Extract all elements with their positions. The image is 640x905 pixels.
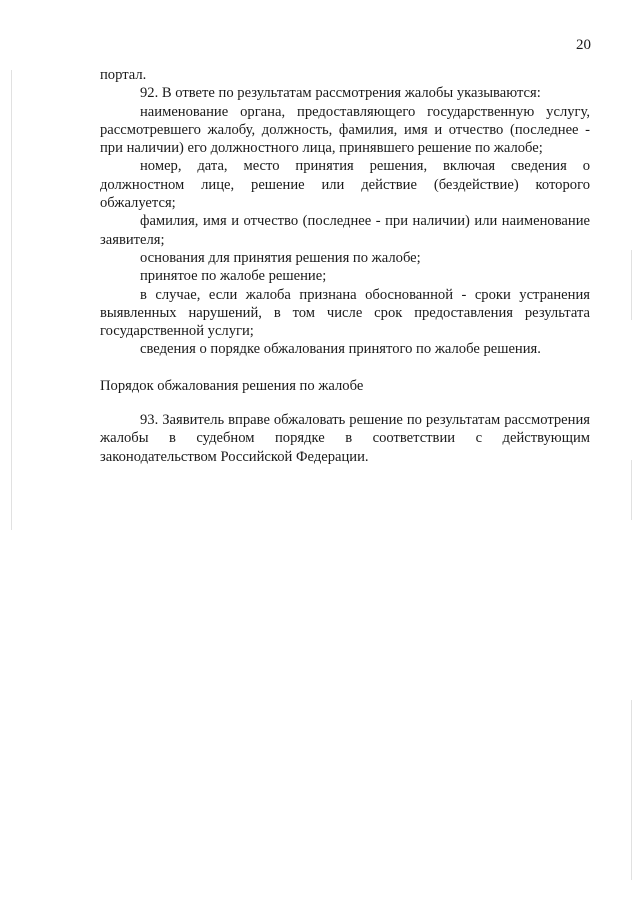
paragraph-93: 93. Заявитель вправе обжаловать решение по результатам рассмотрения жалобы в судебном порядке в соответствии с действующим законодательством Российской Федерации.	[100, 412, 590, 465]
list-item-decision: принятое по жалобе решение;	[140, 268, 327, 285]
list-item-grounds: основания для принятия решения по жалобе;	[140, 249, 421, 266]
scan-artifact-right	[631, 460, 632, 520]
scan-artifact-right	[631, 700, 632, 880]
document-body	[100, 66, 590, 466]
list-item-applicant: фамилия, имя и отчество (последнее - при наличии) или наименование заявителя;	[100, 213, 590, 248]
scan-artifact-left	[11, 70, 12, 530]
list-item-remedy-terms: в случае, если жалоба признана обоснованной - сроки устранения выявленных нарушений, в том числе срок предоставления результата государственной услуги;	[100, 286, 590, 340]
list-item-appeal-info: сведения о порядке обжалования принятого по жалобе решения.	[140, 341, 541, 358]
paragraph-92-intro: 92. В ответе по результатам рассмотрения жалобы указываются:	[140, 85, 541, 102]
list-item-decision-details: номер, дата, место принятия решения, включая сведения о должностном лице, решение или действие (бездействие) которого обжалуется;	[100, 158, 590, 212]
list-item-organ: наименование органа, предоставляющего государственную услугу, рассмотревшего жалобу, должность, фамилия, имя и отчество (последнее - при наличии) его должностного лица, принявшего решение по жалобе;	[100, 103, 590, 157]
page-number: 20	[576, 37, 591, 53]
scan-artifact-right	[631, 250, 632, 320]
section-heading: Порядок обжалования решения по жалобе	[100, 377, 364, 394]
paragraph-continuation: портал.	[100, 67, 147, 83]
